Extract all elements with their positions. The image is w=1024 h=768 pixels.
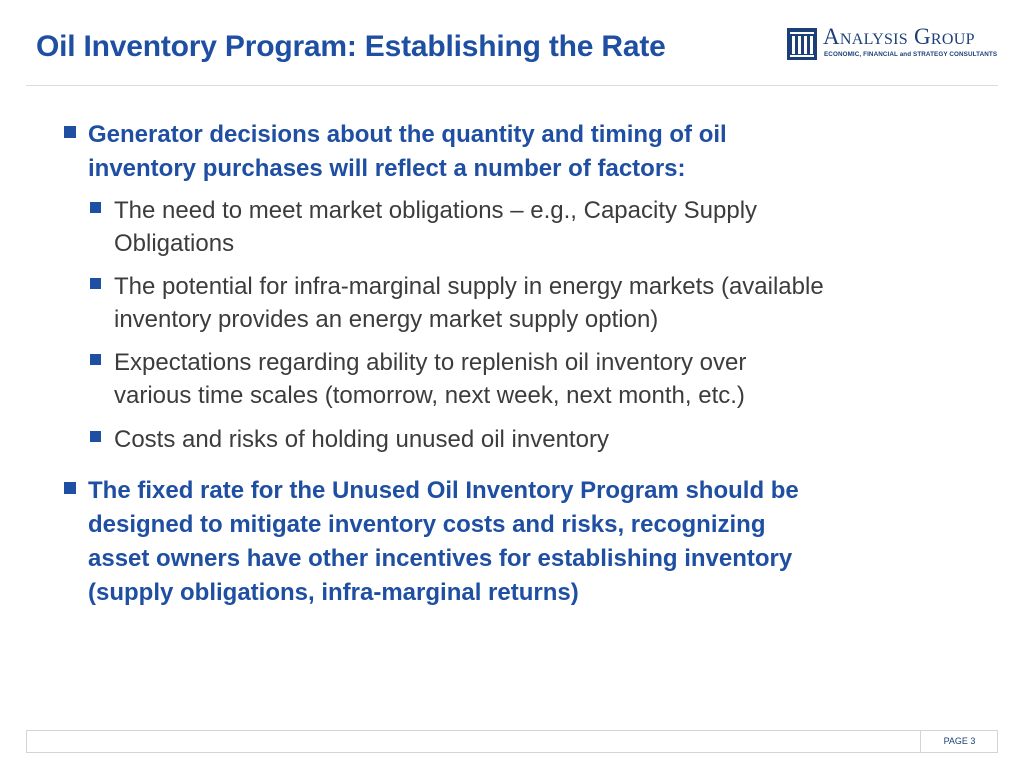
- logo-name: Analysis Group: [823, 24, 975, 49]
- bullet-line: The potential for infra-marginal supply in energy markets (available: [114, 273, 824, 300]
- bullet-line: inventory provides an energy market supply option): [114, 306, 659, 333]
- bullet-line: (supply obligations, infra-marginal returns): [88, 579, 579, 606]
- bullet-line: The need to meet market obligations – e.g., Capacity Supply: [114, 197, 758, 224]
- square-bullet-icon: [64, 126, 76, 138]
- bullet-line: designed to mitigate inventory costs and risks, recognizing: [88, 511, 766, 538]
- bullet-line: various time scales (tomorrow, next week, next month, etc.): [114, 382, 745, 409]
- bullet-line: inventory purchases will reflect a number of factors:: [88, 155, 686, 182]
- page-number: PAGE 3: [943, 736, 976, 746]
- square-bullet-icon: [90, 431, 101, 442]
- bullet-line: Costs and risks of holding unused oil inventory: [114, 426, 609, 453]
- bullet-line: Expectations regarding ability to replenish oil inventory over: [114, 349, 747, 376]
- slide-title: Oil Inventory Program: Establishing the Rate: [36, 30, 666, 63]
- square-bullet-icon: [90, 202, 101, 213]
- bullet-line: The fixed rate for the Unused Oil Inventory Program should be: [88, 477, 799, 504]
- footer-bar: [26, 730, 998, 753]
- bullet-line: Obligations: [114, 230, 235, 257]
- square-bullet-icon: [90, 354, 101, 365]
- square-bullet-icon: [64, 482, 76, 494]
- logo-tagline: ECONOMIC, FINANCIAL and STRATEGY CONSULTANTS: [824, 51, 998, 58]
- square-bullet-icon: [90, 278, 101, 289]
- bullet-line: Generator decisions about the quantity and timing of oil: [88, 121, 727, 148]
- bullet-line: asset owners have other incentives for establishing inventory: [88, 545, 793, 572]
